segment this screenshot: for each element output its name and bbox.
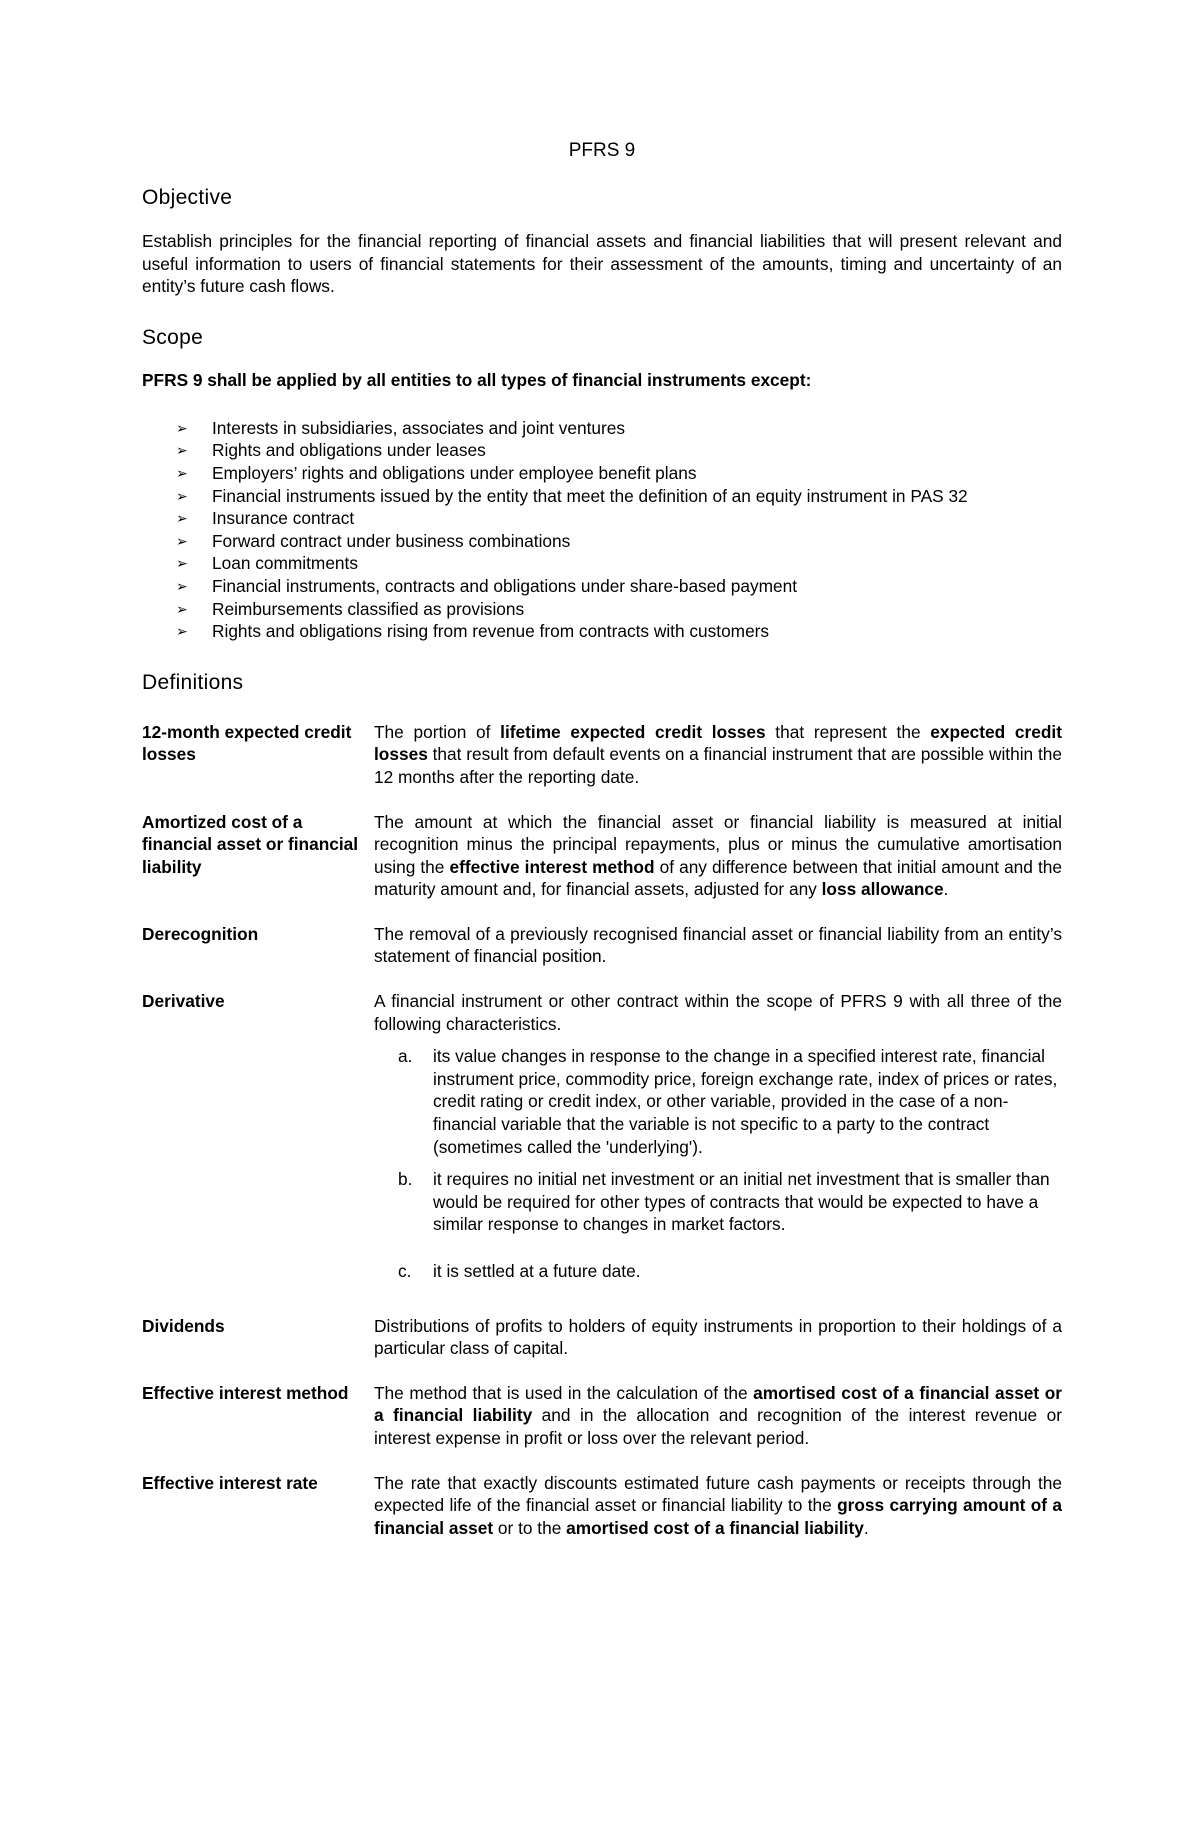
definition-text-run: The method that is used in the calculation of the <box>374 1382 754 1403</box>
scope-list-item-text: Employers’ rights and obligations under employee benefit plans <box>212 462 697 483</box>
definition-row <box>142 990 1062 1293</box>
scope-list-item-text: Financial instruments issued by the entity that meet the definition of an equity instrument in PAS 32 <box>212 485 968 506</box>
definition-text-run: . <box>863 1517 869 1538</box>
objective-heading: Objective <box>142 186 233 209</box>
definition-row <box>142 1472 1062 1540</box>
defined-term-emphasis: effective interest method <box>449 856 655 877</box>
definition-row <box>142 721 1062 789</box>
scope-list-item <box>142 552 1062 575</box>
definition-text-run: that result from default events on a financial instrument that are possible within the 12 months after the reporting date. <box>374 744 1062 787</box>
definition-text-run: The rate that exactly discounts estimated future cash payments or receipts through the expected life of the financial asset or financial liability to the <box>374 1472 1062 1516</box>
definition-text-run: or to the <box>493 1517 567 1538</box>
scope-list-item-text: Insurance contract <box>212 508 355 529</box>
scope-list-item <box>142 575 1062 598</box>
definition-text-run: of any difference between that initial amount and the maturity amount and, for financial assets, adjusted for any <box>374 856 1062 900</box>
definition-text-run: The removal of a previously recognised financial asset or financial liability from an entity’s statement of financial position. <box>374 923 1062 967</box>
arrowhead-bullet-icon: ➢ <box>176 510 188 527</box>
characteristic-text: its value changes in response to the change in a specified interest rate, financial instrument price, commodity price, foreign exchange rate, index of prices or rates, credit rating or credit index, or other variable, provided in the case of a non-financial variable that the variable is not specific to a party to the contract (sometimes called the 'underlying'). <box>433 1046 1058 1157</box>
characteristic-item <box>374 1045 1062 1158</box>
arrowhead-bullet-icon: ➢ <box>176 600 188 617</box>
definition-text-run: A financial instrument or other contract within the scope of PFRS 9 with all three of the following characteristics. <box>374 991 1062 1034</box>
defined-term-emphasis: amortised cost of a financial asset or a financial liability <box>374 1382 1062 1426</box>
scope-list-item-text: Rights and obligations under leases <box>212 440 486 461</box>
definition-term: Amortized cost of a financial asset or financial liability <box>142 811 359 877</box>
characteristic-text: it is settled at a future date. <box>433 1261 641 1281</box>
scope-list-item <box>142 598 1062 621</box>
characteristic-text: it requires no initial net investment or an initial net investment that is smaller than would be required for other types of contracts that would be expected to have a similar response to changes in market factors. <box>433 1169 1050 1235</box>
definition-text <box>374 1315 1062 1360</box>
scope-list-item-text: Loan commitments <box>212 553 358 574</box>
defined-term-emphasis: amortised cost of a financial liability <box>566 1517 864 1538</box>
characteristic-marker: c. <box>398 1261 412 1281</box>
defined-term-emphasis: loss allowance <box>821 879 944 900</box>
derivative-characteristics-list <box>374 1045 1062 1282</box>
definition-row <box>142 811 1062 901</box>
definition-term: Effective interest method <box>142 1382 349 1403</box>
definition-text <box>374 811 1062 901</box>
definition-row <box>142 1382 1062 1450</box>
definition-term: 12-month expected credit losses <box>142 721 352 765</box>
arrowhead-bullet-icon: ➢ <box>176 442 188 459</box>
document-page <box>142 140 1062 1561</box>
arrowhead-bullet-icon: ➢ <box>176 577 188 594</box>
scope-list-item-text: Interests in subsidiaries, associates and joint ventures <box>212 417 626 438</box>
arrowhead-bullet-icon: ➢ <box>176 623 188 640</box>
definition-text <box>374 1382 1062 1450</box>
definitions-list <box>142 721 1062 1540</box>
definition-text <box>374 990 1062 1293</box>
scope-list-item <box>142 439 1062 462</box>
scope-list-item-text: Forward contract under business combinations <box>212 530 571 551</box>
definition-term: Derivative <box>142 991 225 1012</box>
definition-term: Effective interest rate <box>142 1472 318 1493</box>
scope-list-item-text: Financial instruments, contracts and obligations under share-based payment <box>212 575 798 596</box>
scope-exceptions-list <box>142 417 1062 643</box>
scope-heading: Scope <box>142 325 204 349</box>
definition-text-run: and in the allocation and recognition of the interest revenue or interest expense in profit or loss over the relevant period. <box>374 1405 1062 1448</box>
scope-list-item-text: Reimbursements classified as provisions <box>212 598 525 619</box>
definition-text-run: The amount at which the financial asset or financial liability is measured at initial recognition minus the principal repayments, plus or minus the cumulative amortisation using the <box>374 811 1062 877</box>
definition-row <box>142 923 1062 968</box>
scope-list-item-text: Rights and obligations rising from revenue from contracts with customers <box>212 621 770 642</box>
scope-list-item <box>142 620 1062 643</box>
definition-term: Derecognition <box>142 923 259 944</box>
definition-text-run: . <box>943 879 949 900</box>
arrowhead-bullet-icon: ➢ <box>176 532 188 549</box>
defined-term-emphasis: expected credit losses <box>374 721 1062 765</box>
definition-text <box>374 1472 1062 1540</box>
arrowhead-bullet-icon: ➢ <box>176 555 188 572</box>
definitions-heading: Definitions <box>142 670 244 694</box>
document-title: PFRS 9 <box>568 140 636 161</box>
objective-text: Establish principles for the financial reporting of financial assets and financial liabilities that will present relevant and useful information to users of financial statements for their assessment of the amounts, timing and uncertainty of an entity’s future cash flows. <box>142 231 1062 297</box>
definition-term: Dividends <box>142 1315 225 1336</box>
arrowhead-bullet-icon: ➢ <box>176 419 188 436</box>
characteristic-item <box>374 1260 1062 1283</box>
defined-term-emphasis: gross carrying amount of a financial asset <box>374 1495 1062 1538</box>
characteristic-marker: b. <box>398 1169 413 1190</box>
characteristic-item <box>374 1168 1062 1236</box>
definition-text-run: Distributions of profits to holders of equity instruments in proportion to their holdings of a particular class of capital. <box>374 1315 1062 1359</box>
characteristic-marker: a. <box>398 1046 413 1067</box>
scope-list-item <box>142 462 1062 485</box>
scope-list-item <box>142 507 1062 530</box>
arrowhead-bullet-icon: ➢ <box>176 487 188 504</box>
definition-text-run: The portion of <box>374 721 501 742</box>
defined-term-emphasis: lifetime expected credit losses <box>500 721 766 742</box>
definition-text <box>374 923 1062 968</box>
definition-text <box>374 721 1062 789</box>
scope-list-item <box>142 530 1062 553</box>
scope-list-item <box>142 485 1062 508</box>
arrowhead-bullet-icon: ➢ <box>176 464 188 481</box>
scope-lead-text: PFRS 9 shall be applied by all entities to all types of financial instruments except: <box>142 369 812 390</box>
scope-list-item <box>142 417 1062 440</box>
definition-row <box>142 1315 1062 1360</box>
definition-text-run: that represent the <box>765 721 931 742</box>
